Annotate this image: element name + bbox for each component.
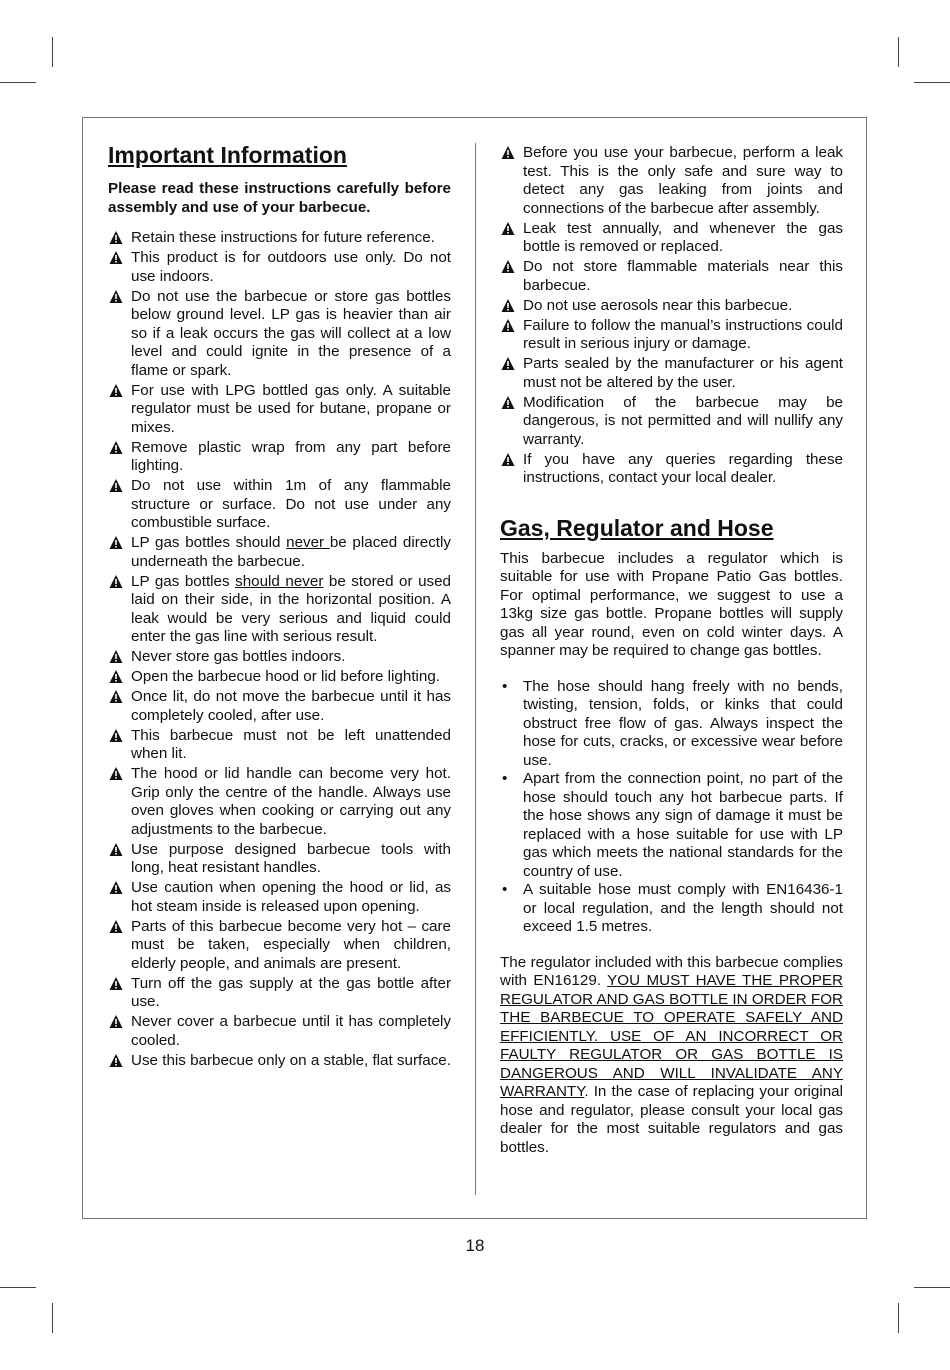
left-column <box>108 141 451 1072</box>
warning-item <box>500 317 843 354</box>
important-information-title: Important Information <box>108 142 347 168</box>
warning-item <box>108 439 451 476</box>
warning-item <box>108 1052 451 1071</box>
bullet-item <box>500 678 843 771</box>
crop-mark <box>0 1287 36 1288</box>
warning-text: Do not use within 1m of any flammable structure or surface. Do not use under any combustible surface. <box>131 477 451 531</box>
warning-item <box>500 220 843 257</box>
warning-emphasis: should never <box>235 572 324 590</box>
warning-text: Once lit, do not move the barbecue until it has completely cooled, after use. <box>131 688 451 724</box>
warning-triangle-icon <box>109 440 123 455</box>
right-column <box>500 144 843 1157</box>
warning-item <box>108 573 451 647</box>
section-intro: This barbecue includes a regulator which is suitable for use with Propane Patio Gas bottles. For optimal performance, we suggest to use a 13kg size gas bottle. Propane bottles will supply gas all year round, even on cold winter days. A spanner may be required to change gas bottles. <box>500 549 843 659</box>
warning-text: Do not use aerosols near this barbecue. <box>523 296 793 314</box>
crop-mark <box>898 1303 899 1333</box>
warning-triangle-icon <box>501 395 515 410</box>
warning-item <box>108 879 451 916</box>
warning-text: LP gas bottles should <box>131 534 287 551</box>
warning-triangle-icon <box>109 478 123 493</box>
warning-text: Retain these instructions for future reference. <box>131 229 435 246</box>
warning-text: Turn off the gas supply at the gas bottle after use. <box>131 974 451 1010</box>
warning-triangle-icon <box>109 1053 123 1068</box>
warning-text: Use purpose designed barbecue tools with long, heat resistant handles. <box>131 840 451 876</box>
crop-mark <box>52 37 53 67</box>
warning-item <box>108 534 451 571</box>
warning-item <box>108 688 451 725</box>
warning-item <box>108 1013 451 1050</box>
warning-triangle-icon <box>109 842 123 857</box>
crop-mark <box>914 1287 950 1288</box>
warning-item <box>108 648 451 667</box>
warning-item <box>108 918 451 974</box>
warning-text: The hood or lid handle can become very hot. Grip only the centre of the handle. Always use oven gloves when cooking or carrying out any adjustments to the barbecue. <box>131 765 451 838</box>
warning-triangle-icon <box>109 289 123 304</box>
warning-triangle-icon <box>109 250 123 265</box>
warning-text: Parts sealed by the manufacturer or his agent must not be altered by the user. <box>523 355 843 391</box>
warning-triangle-icon <box>109 574 123 589</box>
warning-triangle-icon <box>109 919 123 934</box>
bullet-mark: • <box>502 770 508 787</box>
warning-text: Use caution when opening the hood or lid, as hot steam inside is released upon opening. <box>131 879 451 915</box>
bullet-text: Apart from the connection point, no part of the hose should touch any hot barbecue parts. If the hose shows any sign of damage it must be replaced with a hose suitable for use with LP gas which meets the national standards for the country of use. <box>523 770 843 880</box>
warning-triangle-icon <box>501 318 515 333</box>
warning-item <box>500 394 843 450</box>
warning-item <box>108 668 451 687</box>
warning-item <box>500 297 843 316</box>
warning-triangle-icon <box>109 976 123 991</box>
crop-mark <box>914 82 950 83</box>
warning-text: LP gas bottles <box>131 572 236 590</box>
warning-item <box>108 727 451 764</box>
warning-text: This barbecue must not be left unattended when lit. <box>131 726 451 762</box>
warning-text: Use this barbecue only on a stable, flat surface. <box>131 1051 451 1069</box>
warning-text: Do not use the barbecue or store gas bottles below ground level. LP gas is heavier than air so if a leak occurs the gas will collect at a low level and could ignite in the presence of a flame or spark. <box>131 287 451 379</box>
page-number: 18 <box>465 1236 485 1255</box>
warning-triangle-icon <box>109 1014 123 1029</box>
bullet-mark: • <box>502 881 508 898</box>
warning-triangle-icon <box>501 259 515 274</box>
intro-text: Please read these instructions carefully before assembly and use of your barbecue. <box>108 180 451 216</box>
gas-regulator-hose-title: Gas, Regulator and Hose <box>500 514 774 541</box>
warning-triangle-icon <box>109 535 123 550</box>
warning-text: Before you use your barbecue, perform a leak test. This is the only safe and sure way to detect any gas leaking from joints and connections of the barbecue after assembly. <box>523 144 843 217</box>
crop-mark <box>0 82 36 83</box>
warning-item <box>108 765 451 839</box>
warning-text: Never store gas bottles indoors. <box>131 648 346 665</box>
bullet-text: A suitable hose must comply with EN16436-1 or local regulation, and the length should not exceed 1.5 metres. <box>523 881 843 935</box>
warning-text: Modification of the barbecue may be dangerous, is not permitted and will nullify any warranty. <box>523 393 843 448</box>
warning-triangle-icon <box>501 221 515 236</box>
warning-triangle-icon <box>109 230 123 245</box>
warning-triangle-icon <box>501 298 515 313</box>
warning-text: be placed directly underneath the barbecue. <box>131 534 451 570</box>
bullet-mark: • <box>502 677 508 695</box>
warning-emphasis: never <box>286 534 330 551</box>
bullet-text: The hose should hang freely with no bends, twisting, tension, folds, or kinks that could obstruct free flow of gas. Always inspect the hose for cuts, cracks, or excessive wear before use. <box>523 677 843 769</box>
warning-text: Failure to follow the manual’s instructions could result in serious injury or damage. <box>523 316 843 352</box>
warning-text: Remove plastic wrap from any part before lighting. <box>131 438 451 474</box>
warning-text: be stored or used laid on their side, in the horizontal position. A leak would be very serious and liquid could enter the gas line with serious result. <box>131 572 451 645</box>
warning-item <box>108 477 451 533</box>
warning-item <box>500 355 843 392</box>
warning-item <box>108 288 451 381</box>
crop-mark <box>52 1303 53 1333</box>
regulator-warning: YOU MUST HAVE THE PROPER REGULATOR AND GAS BOTTLE IN ORDER FOR THE BARBECUE TO OPERATE SAFELY AND EFFICIENTLY. USE OF AN INCORRECT OR FAULTY REGULATOR OR GAS BOTTLE IS DANGEROUS AND WILL INVALIDATE ANY WARRANTY <box>500 972 843 1100</box>
warning-text: Open the barbecue hood or lid before lighting. <box>131 668 441 685</box>
warning-triangle-icon <box>109 766 123 781</box>
regulator-text: The regulator included with this barbecue complies with EN16129. <box>500 953 843 989</box>
regulator-text-end: . In the case of replacing your original hose and regulator, please consult your local gas dealer for the most suitable regulators and gas bottles. <box>500 1083 843 1156</box>
warning-list <box>500 144 843 488</box>
warning-triangle-icon <box>501 145 515 160</box>
crop-mark <box>898 37 899 67</box>
warning-text: For use with LPG bottled gas only. A suitable regulator must be used for butane, propane or mixes. <box>131 381 451 436</box>
warning-triangle-icon <box>109 689 123 704</box>
warning-item <box>500 258 843 295</box>
bullet-list <box>500 678 843 937</box>
warning-triangle-icon <box>109 649 123 664</box>
warning-triangle-icon <box>109 669 123 684</box>
bullet-item <box>500 881 843 937</box>
regulator-paragraph <box>500 954 843 1158</box>
warning-item <box>500 144 843 218</box>
warning-text: Leak test annually, and whenever the gas bottle is removed or replaced. <box>523 219 843 255</box>
warning-triangle-icon <box>109 880 123 895</box>
warning-text: Parts of this barbecue become very hot – care must be taken, especially when children, elderly people, and animals are present. <box>131 917 451 972</box>
warning-text: This product is for outdoors use only. Do not use indoors. <box>131 249 451 285</box>
warning-triangle-icon <box>109 728 123 743</box>
warning-triangle-icon <box>501 452 515 467</box>
warning-triangle-icon <box>501 356 515 371</box>
warning-text: Do not store flammable materials near this barbecue. <box>523 258 843 294</box>
column-divider <box>475 143 476 1195</box>
warning-item <box>108 841 451 878</box>
warning-item <box>108 229 451 248</box>
warning-list <box>108 229 451 1070</box>
warning-triangle-icon <box>109 383 123 398</box>
warning-item <box>108 382 451 438</box>
warning-item <box>108 249 451 286</box>
warning-item <box>108 975 451 1012</box>
warning-item <box>500 451 843 488</box>
bullet-item <box>500 770 843 881</box>
warning-text: If you have any queries regarding these instructions, contact your local dealer. <box>523 450 843 486</box>
warning-text: Never cover a barbecue until it has completely cooled. <box>131 1013 451 1049</box>
